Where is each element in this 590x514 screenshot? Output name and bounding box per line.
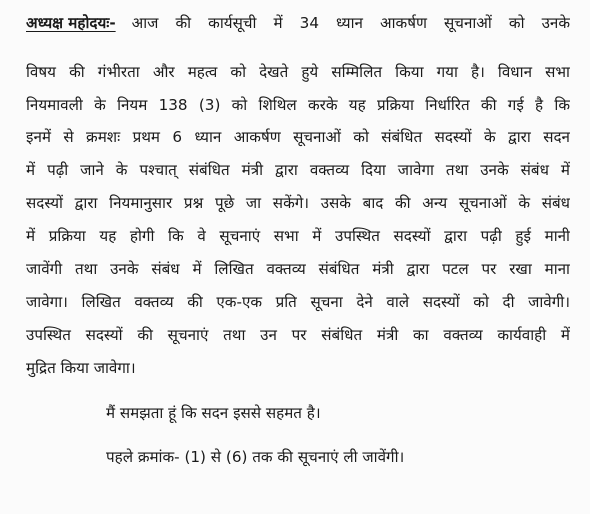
paragraph-line-2: विषय की गंभीरता और महत्व को देखते हुये सम्मिलित किया गया है। विधान सभा: [26, 63, 570, 81]
closing-line-2: पहले क्रमांक- (1) से (6) तक की सूचनाएं ली जावेंगी।: [106, 448, 405, 466]
paragraph-line-11: मुद्रित किया जावेगा।: [26, 359, 136, 377]
paragraph-line-8: जावेंगी तथा उनके संबंध में लिखित वक्तव्य संबंधित मंत्री द्वारा पटल पर रखा माना: [26, 260, 570, 278]
paragraph-line-7: में प्रक्रिया यह होगी कि वे सूचनाएं सभा में उपस्थित सदस्यों द्वारा पढ़ी हुई मानी: [26, 227, 570, 245]
paragraph-line-3: नियमावली के नियम 138 (3) को शिथिल करके यह प्रक्रिया निर्धारित की गई है कि: [26, 96, 570, 114]
paragraph-line-5: में पढ़ी जाने के पश्चात् संबंधित मंत्री द्वारा वक्तव्य दिया जावेगा तथा उनके संबंध में: [26, 161, 570, 179]
paragraph-line-10: उपस्थित सदस्यों की सूचनाएं तथा उन पर संबंधित मंत्री का वक्तव्य कार्यवाही में: [26, 326, 570, 344]
paragraph-line-4: इनमें से क्रमशः प्रथम 6 ध्यान आकर्षण सूचनाओं को संबंधित सदस्यों के द्वारा सदन: [26, 128, 570, 146]
closing-line-1: मैं समझता हूं कि सदन इससे सहमत है।: [106, 404, 321, 422]
speaker-label: अध्यक्ष महोदयः-: [26, 14, 116, 32]
paragraph-line-1: [26, 12, 570, 34]
paragraph-text: आज की कार्यसूची में 34 ध्यान आकर्षण सूचनाओं को उनके: [131, 14, 570, 32]
paragraph-line-9: जावेगा। लिखित वक्तव्य की एक-एक प्रति सूचना देने वाले सदस्यों को दी जावेगी।: [26, 293, 570, 311]
paragraph-line-6: सदस्यों द्वारा नियमानुसार प्रश्न पूछे जा सकेंगे। उसके बाद की अन्य सूचनाओं के संबंध: [26, 194, 570, 212]
